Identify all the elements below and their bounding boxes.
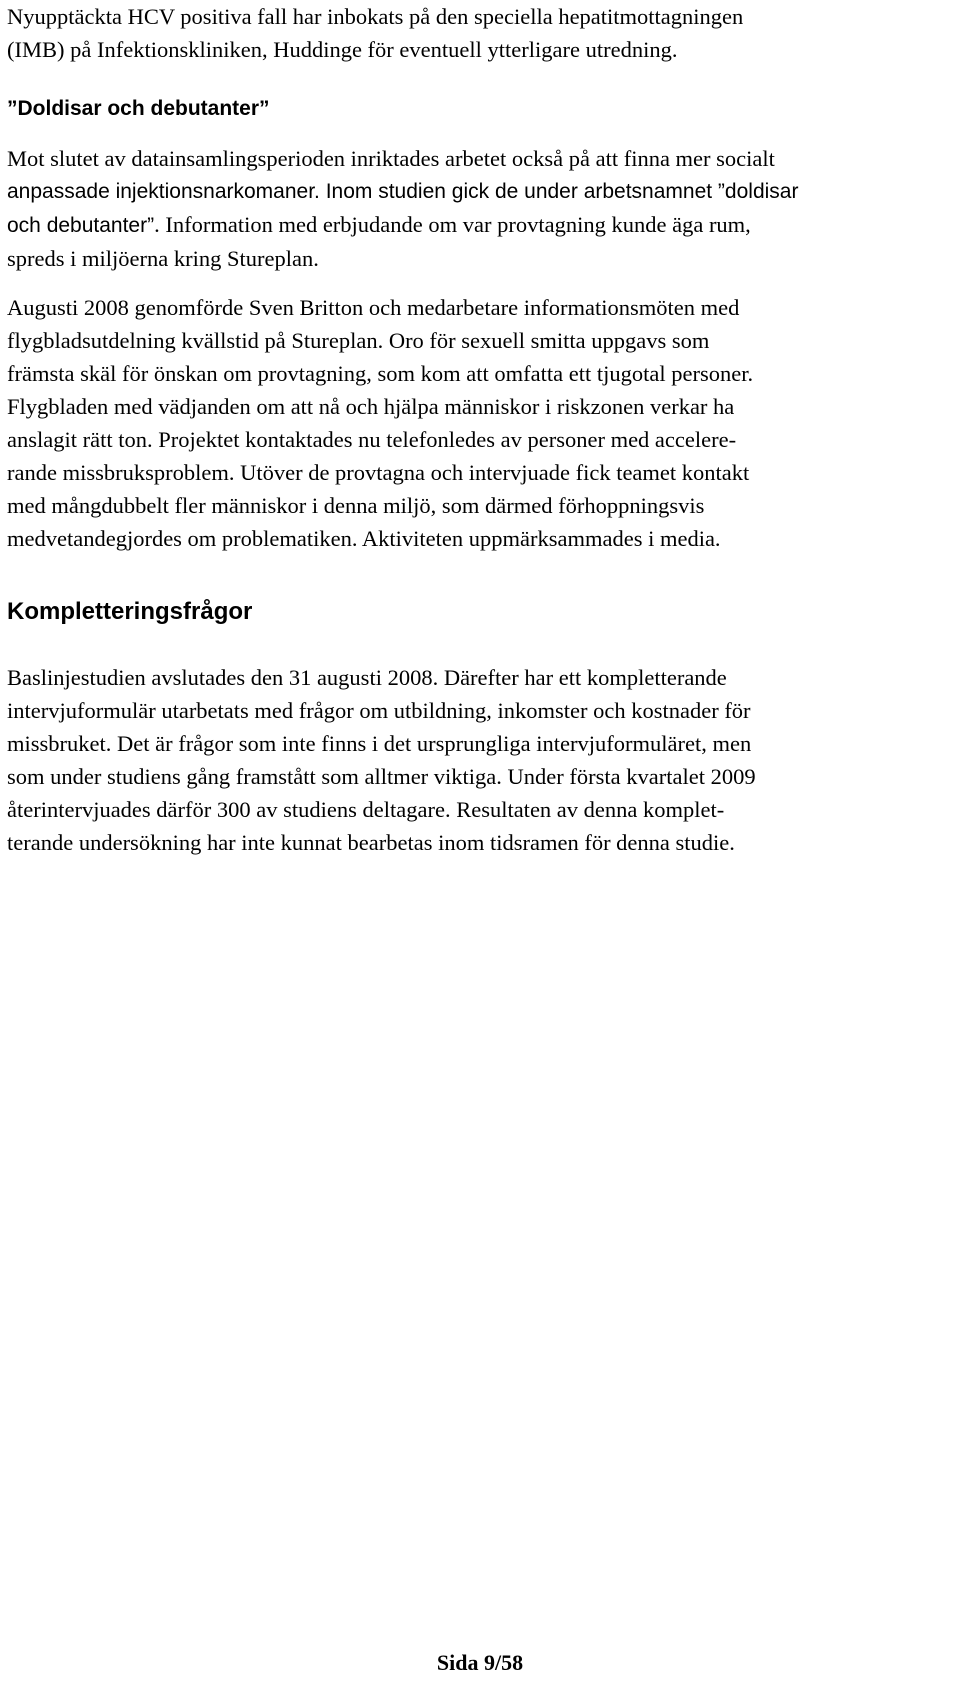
text-line: terande undersökning har inte kunnat bearbetas inom tidsramen för denna studie. — [7, 830, 735, 855]
text-line: medvetandegjordes om problematiken. Aktiviteten uppmärksammades i media. — [7, 526, 721, 551]
text-line: missbruket. Det är frågor som inte finns i det ursprungliga intervjuformuläret, men — [7, 731, 752, 756]
text-line: Augusti 2008 genomförde Sven Britton och medarbetare informationsmöten med — [7, 295, 740, 320]
text-line: med mångdubbelt fler människor i denna miljö, som därmed förhoppningsvis — [7, 493, 705, 518]
text-line: flygbladsutdelning kvällstid på Stureplan. Oro för sexuell smitta uppgavs som — [7, 328, 710, 353]
text-line: Flygbladen med vädjanden om att nå och hjälpa människor i riskzonen verkar ha — [7, 394, 735, 419]
text-line: spreds i miljöerna kring Stureplan. — [7, 246, 319, 271]
intro-paragraph — [7, 0, 743, 66]
text-line: Mot slutet av datainsamlingsperioden inriktades arbetet också på att finna mer socialt — [7, 146, 775, 171]
text-line: (IMB) på Infektionskliniken, Huddinge för eventuell ytterligare utredning. — [7, 37, 678, 62]
text-line: anpassade injektionsnarkomaner. Inom studien gick de under arbetsnamnet ”doldisar — [7, 180, 799, 203]
doldisar-paragraph — [7, 142, 798, 275]
section-heading-doldisar: ”Doldisar och debutanter” — [7, 97, 270, 120]
section-heading-kompletteringsfragor: Kompletteringsfrågor — [7, 598, 253, 625]
komplettering-paragraph — [7, 661, 756, 859]
text-line: som under studiens gång framstått som alltmer viktiga. Under första kvartalet 2009 — [7, 764, 756, 789]
text-line: Nyupptäckta HCV positiva fall har inbokats på den speciella hepatitmottagningen — [7, 4, 744, 29]
augusti-paragraph — [7, 291, 753, 555]
text-line: återintervjuades därför 300 av studiens deltagare. Resultaten av denna komplet- — [7, 797, 725, 822]
text-line: intervjuformulär utarbetats med frågor om utbildning, inkomster och kostnader för — [7, 698, 751, 723]
text-line: Baslinjestudien avslutades den 31 augusti 2008. Därefter har ett kompletterande — [7, 665, 727, 690]
text-fragment: . Information med erbjudande om var provtagning kunde äga rum, — [154, 212, 751, 237]
text-line: främsta skäl för önskan om provtagning, som kom att omfatta ett tjugotal personer. — [7, 361, 754, 386]
text-line: anslagit rätt ton. Projektet kontaktades nu telefonledes av personer med accelere- — [7, 427, 737, 452]
page-number: Sida 9/58 — [436, 1650, 524, 1675]
text-fragment: och debutanter” — [7, 214, 155, 237]
text-line — [7, 208, 798, 242]
text-line: rande missbruksproblem. Utöver de provtagna och intervjuade fick teamet kontakt — [7, 460, 750, 485]
